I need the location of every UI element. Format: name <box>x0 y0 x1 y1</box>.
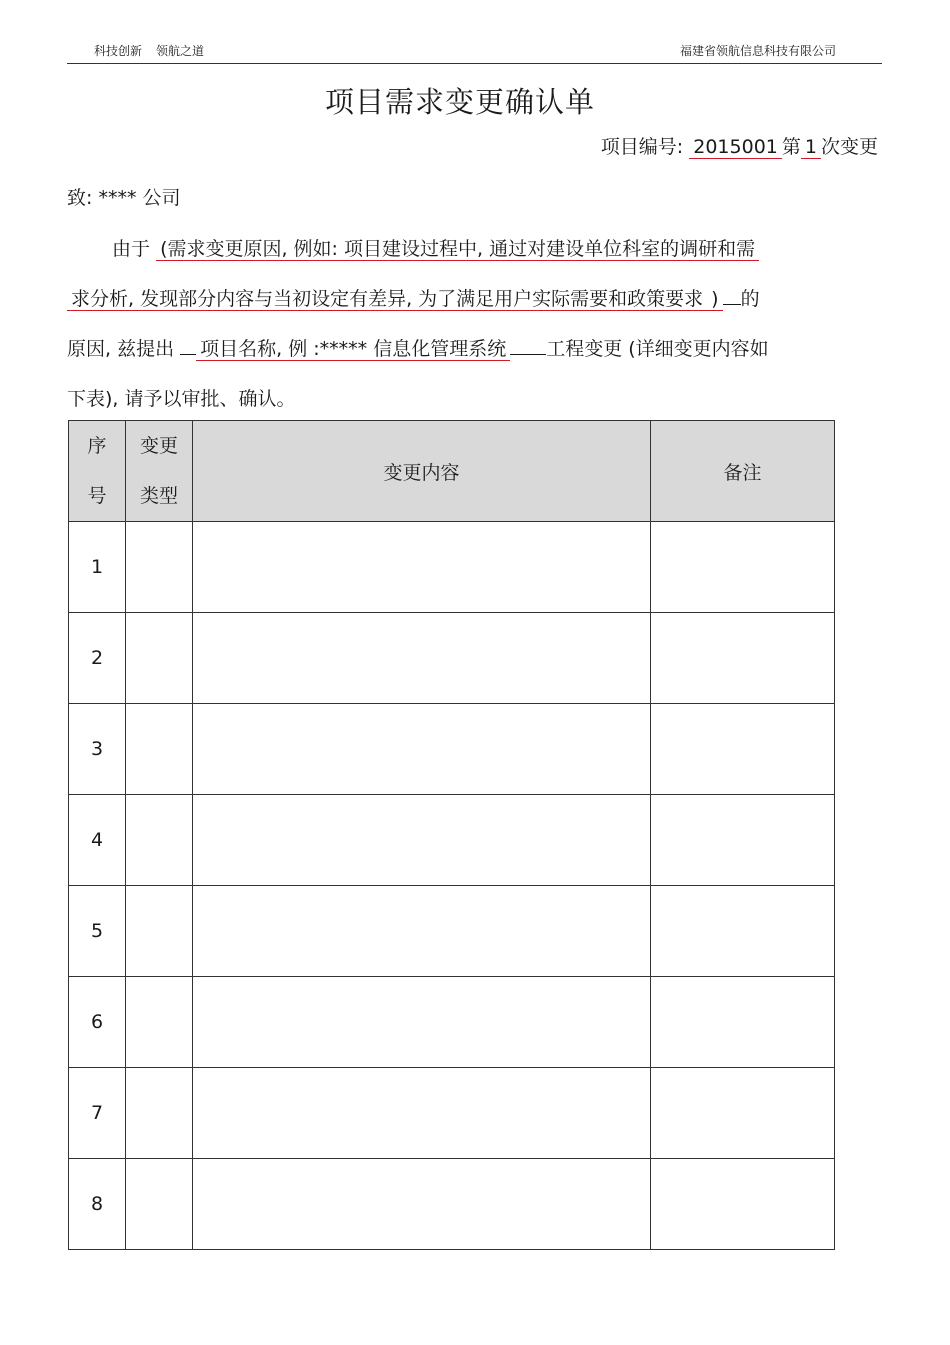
row-seq: 6 <box>69 977 126 1068</box>
recipient-name: **** <box>98 187 137 209</box>
header-type-bottom: 类型 <box>139 485 178 507</box>
row-seq: 2 <box>69 613 126 704</box>
row-remark[interactable] <box>651 1159 835 1250</box>
table-row <box>69 613 835 704</box>
project-number-label: 项目编号: <box>600 136 684 158</box>
change-table <box>68 420 835 1250</box>
paragraph-line3-end: 工程变更 (详细变更内容如 <box>546 338 769 360</box>
document-title: 项目需求变更确认单 <box>324 85 595 119</box>
project-number-value: 2015001 <box>689 136 782 159</box>
recipient-suffix: 公司 <box>142 187 181 209</box>
row-type[interactable] <box>126 977 193 1068</box>
header-seq-bottom: 号 <box>87 485 107 507</box>
row-content[interactable] <box>193 613 651 704</box>
header-slogan <box>94 42 204 59</box>
table-row <box>69 977 835 1068</box>
table-row <box>69 522 835 613</box>
project-name: 项目名称, 例 :***** 信息化管理系统 <box>196 338 510 361</box>
header-company: 福建省领航信息科技有限公司 <box>679 44 836 58</box>
row-content[interactable] <box>193 977 651 1068</box>
row-type[interactable] <box>126 704 193 795</box>
row-type[interactable] <box>126 1068 193 1159</box>
row-type[interactable] <box>126 613 193 704</box>
change-number: 1 <box>801 136 821 159</box>
change-prefix: 第 <box>781 136 801 158</box>
row-content[interactable] <box>193 795 651 886</box>
table-row <box>69 704 835 795</box>
table-row <box>69 1068 835 1159</box>
row-content[interactable] <box>193 886 651 977</box>
row-remark[interactable] <box>651 795 835 886</box>
header-type <box>126 421 193 522</box>
row-content[interactable] <box>193 1068 651 1159</box>
header-slogan-2: 领航之道 <box>156 44 205 58</box>
request-paragraph <box>67 224 887 424</box>
row-type[interactable] <box>126 795 193 886</box>
change-reason-close: ) <box>707 288 722 311</box>
row-seq: 5 <box>69 886 126 977</box>
header-seq <box>69 421 126 522</box>
table-row <box>69 886 835 977</box>
row-remark[interactable] <box>651 886 835 977</box>
row-seq: 8 <box>69 1159 126 1250</box>
row-seq: 3 <box>69 704 126 795</box>
paragraph-lead: 由于 <box>112 238 151 260</box>
recipient-line <box>67 183 181 210</box>
row-content[interactable] <box>193 522 651 613</box>
row-remark[interactable] <box>651 613 835 704</box>
paragraph-after-reason: 的 <box>740 288 760 310</box>
table-row <box>69 1159 835 1250</box>
row-remark[interactable] <box>651 704 835 795</box>
header-content: 变更内容 <box>193 421 651 522</box>
project-number-line <box>601 132 878 159</box>
recipient-label: 致: <box>67 187 93 209</box>
header-slogan-1: 科技创新 <box>94 44 143 58</box>
paragraph-line4: 下表), 请予以审批、确认。 <box>67 388 296 410</box>
header-type-top: 变更 <box>139 435 178 457</box>
header-remark: 备注 <box>651 421 835 522</box>
header-seq-top: 序 <box>87 435 107 457</box>
header-divider <box>67 63 882 64</box>
row-seq: 7 <box>69 1068 126 1159</box>
row-content[interactable] <box>193 1159 651 1250</box>
row-type[interactable] <box>126 1159 193 1250</box>
paragraph-line3-start: 原因, 兹提出 <box>67 338 175 360</box>
row-remark[interactable] <box>651 977 835 1068</box>
row-content[interactable] <box>193 704 651 795</box>
row-seq: 1 <box>69 522 126 613</box>
row-seq: 4 <box>69 795 126 886</box>
row-type[interactable] <box>126 886 193 977</box>
row-type[interactable] <box>126 522 193 613</box>
change-reason-part-1: (需求变更原因, 例如: 项目建设过程中, 通过对建设单位科室的调研和需 <box>156 238 759 261</box>
change-suffix: 次变更 <box>820 136 878 158</box>
row-remark[interactable] <box>651 1068 835 1159</box>
table-header-row <box>69 421 835 522</box>
change-reason-part-2: 求分析, 发现部分内容与当初设定有差异, 为了满足用户实际需要和政策要求 <box>67 288 707 311</box>
table-row <box>69 795 835 886</box>
row-remark[interactable] <box>651 522 835 613</box>
